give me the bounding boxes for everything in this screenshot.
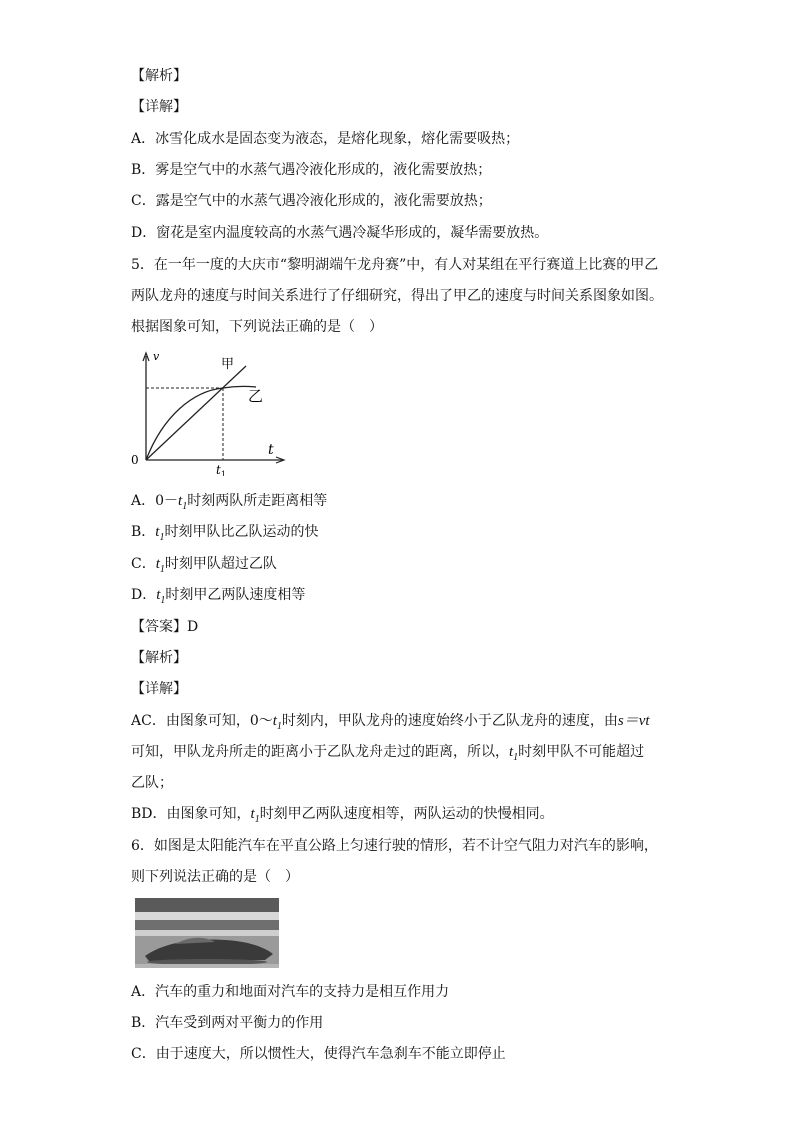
series-yi-label: 乙 — [248, 387, 264, 405]
y-axis-label: v — [153, 350, 160, 363]
analysis-label: 【解析】 — [131, 68, 187, 84]
q4-option-d: D．窗花是室内温度较高的水蒸气遇冷凝华形成的，凝华需要放热。 — [131, 225, 549, 241]
q4-option-a: A．冰雪化成水是固态变为液态，是熔化现象，熔化需要吸热； — [131, 131, 520, 147]
q5-stem-line3: 根据图象可知，下列说法正确的是（ ） — [131, 319, 383, 335]
q5-ac-line1: AC．由图象可知，$0\sim t_1$时刻内，甲队龙舟的速度始终小于乙队龙舟的速度，由s＝vt — [131, 713, 650, 732]
q5-analysis-label: 【解析】 — [131, 650, 187, 666]
q6-stem-line1: 6．如图是太阳能汽车在平直公路上匀速行驶的情形，若不计空气阻力对汽车的影响， — [131, 838, 658, 854]
origin-label: 0 — [131, 453, 139, 467]
q5-option-a: A．$0-t_1$时刻两队所走距离相等 — [131, 493, 328, 512]
q5-stem-line1: 5．在一年一度的大庆市“黎明湖端午龙舟赛”中，有人对某组在平行赛道上比赛的甲乙 — [131, 257, 659, 273]
q5-option-c: C．$t_1$时刻甲队超过乙队 — [131, 556, 277, 575]
q4-option-c: C．露是空气中的水蒸气遇冷液化形成的，液化需要放热； — [131, 193, 492, 209]
detail-label: 【详解】 — [131, 99, 187, 115]
q6-option-a: A．汽车的重力和地面对汽车的支持力是相互作用力 — [131, 984, 450, 1000]
q4-option-b: B．雾是空气中的水蒸气遇冷液化形成的，液化需要放热； — [131, 162, 492, 178]
q5-ac-line2: 可知，甲队龙舟所走的距离小于乙队龙舟走过的距离，所以，$t_1$时刻甲队不可能超过 — [131, 744, 645, 763]
velocity-time-graph — [128, 346, 293, 476]
formula-s-vt: s＝vt — [617, 713, 650, 729]
series-jia-line — [146, 366, 246, 460]
series-yi-curve — [146, 386, 256, 460]
q5-option-b: B．$t_1$时刻甲队比乙队运动的快 — [131, 524, 319, 543]
q5-bd-line: BD．由图象可知，$t_1$时刻甲乙两队速度相等，两队运动的快慢相同。 — [131, 806, 554, 825]
answer-value: D — [187, 619, 199, 635]
q5-stem-line2: 两队龙舟的速度与时间关系进行了仔细研究，得出了甲乙的速度与时间关系图象如图。 — [131, 288, 663, 304]
q6-option-c: C．由于速度大，所以惯性大，使得汽车急刹车不能立即停止 — [131, 1046, 506, 1062]
q6-stem-line2: 则下列说法正确的是（ ） — [131, 869, 299, 885]
q5-ac-line3: 乙队； — [131, 775, 173, 791]
series-jia-label: 甲 — [221, 357, 235, 372]
x-axis-label: t — [268, 442, 274, 458]
q5-option-d: D．$t_1$时刻甲乙两队速度相等 — [131, 587, 306, 606]
solar-car-photo — [135, 898, 279, 968]
tick-t1-label: $t_1$ — [216, 463, 226, 476]
q5-detail-label: 【详解】 — [131, 681, 187, 697]
answer-line: 【答案】D — [131, 619, 199, 635]
q6-option-b: B．汽车受到两对平衡力的作用 — [131, 1015, 324, 1031]
